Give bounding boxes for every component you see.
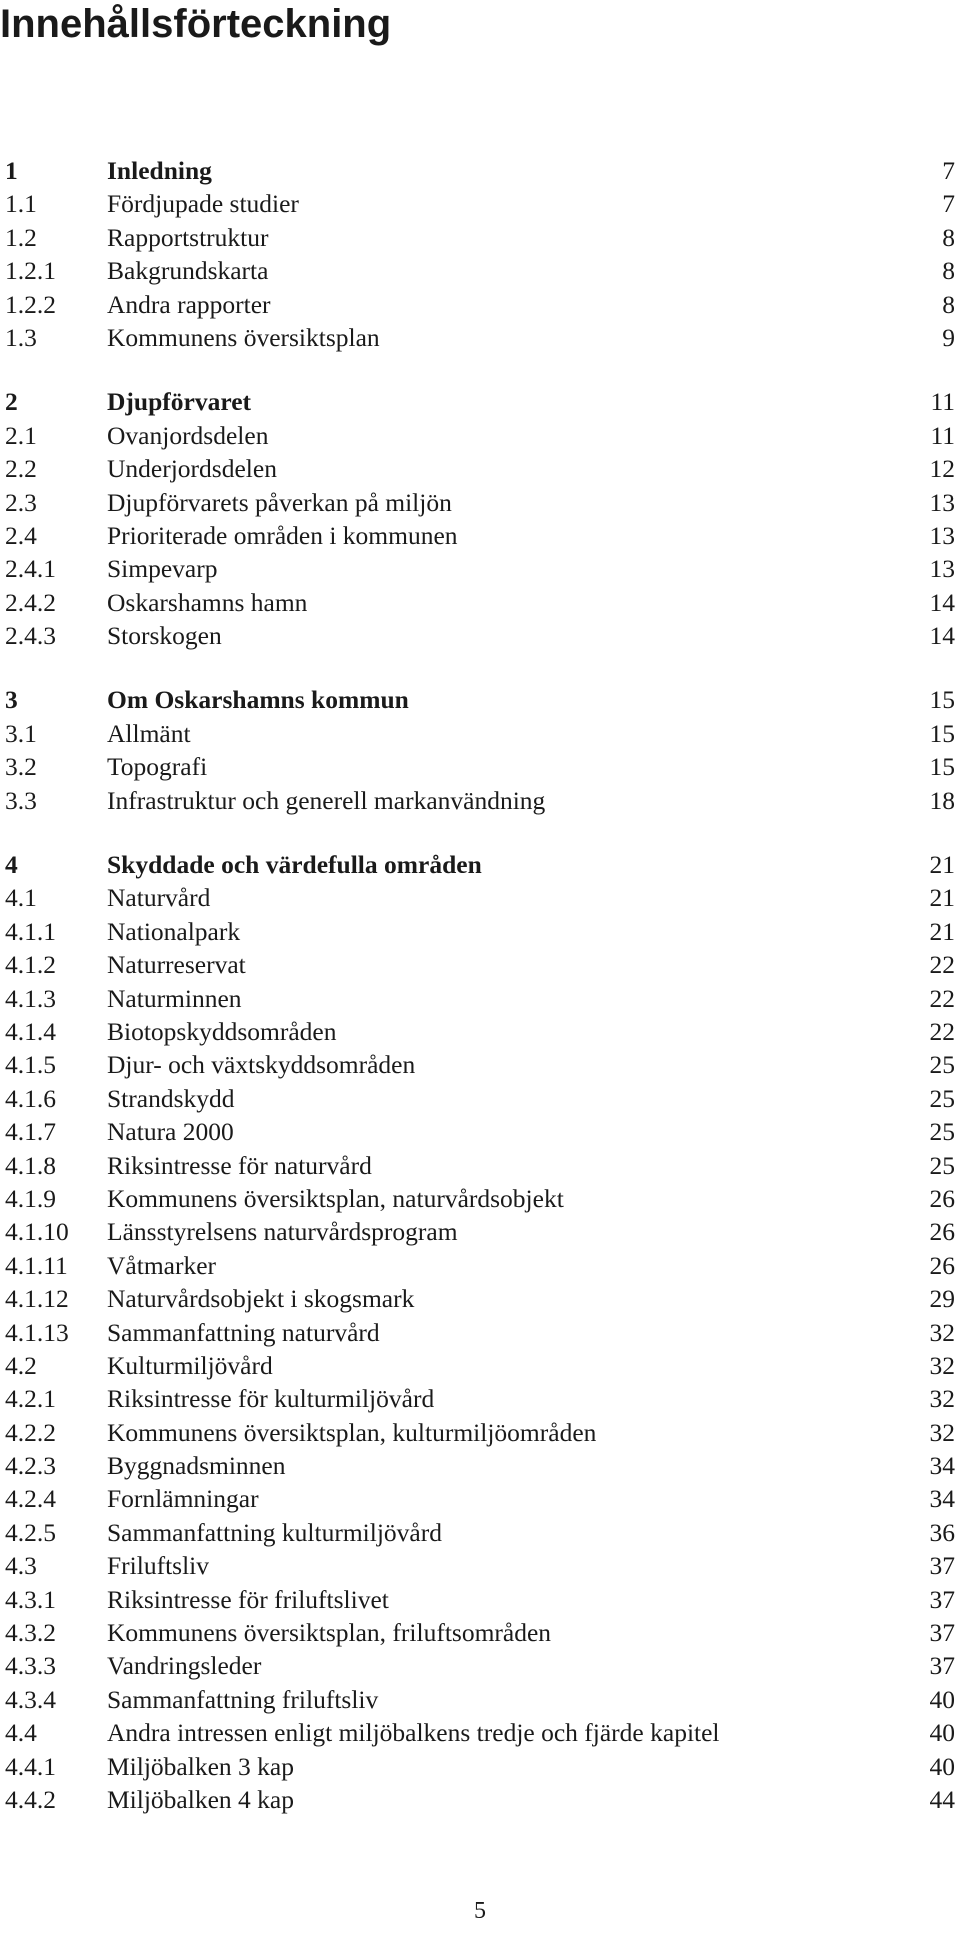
toc-entry-page: 11: [930, 420, 955, 450]
toc-entry-title: Natura 2000: [107, 1117, 234, 1147]
toc-row[interactable]: [5, 1516, 955, 1549]
toc-row[interactable]: [5, 486, 955, 519]
toc-entry-title: Nationalpark: [107, 916, 241, 946]
toc-row[interactable]: [5, 1449, 955, 1482]
toc-row[interactable]: [5, 519, 955, 552]
toc-entry-title: Sammanfattning friluftsliv: [107, 1684, 379, 1714]
toc-row[interactable]: [5, 1783, 955, 1816]
toc-entry-number: 3.2: [5, 752, 37, 782]
toc-entry-page: 15: [929, 685, 955, 715]
toc-entry-number: 4.1.11: [5, 1250, 68, 1280]
toc-entry-page: 32: [929, 1317, 955, 1347]
toc-entry-number: 1.1: [5, 189, 37, 219]
toc-entry-number: 4.1.1: [5, 916, 56, 946]
toc-entry-page: 37: [929, 1551, 955, 1581]
toc-entry-page: 14: [929, 587, 955, 617]
toc-entry-page: 21: [929, 850, 955, 880]
toc-entry-title: Vandringsleder: [107, 1651, 262, 1681]
toc-entry-title: Miljöbalken 3 kap: [107, 1751, 294, 1781]
toc-entry-number: 4.3.2: [5, 1618, 56, 1648]
table-of-contents: [5, 154, 955, 1816]
toc-entry-page: 13: [929, 520, 955, 550]
toc-entry-title: Friluftsliv: [107, 1551, 210, 1581]
toc-entry-page: 22: [929, 950, 955, 980]
toc-entry-page: 29: [929, 1284, 955, 1314]
toc-entry-title: Underjordsdelen: [107, 454, 277, 484]
toc-row[interactable]: [5, 1048, 955, 1081]
toc-entry-page: 32: [929, 1350, 955, 1380]
toc-entry-number: 4.1.6: [5, 1083, 56, 1113]
toc-entry-title: Naturvårdsobjekt i skogsmark: [107, 1284, 415, 1314]
toc-entry-title: Oskarshamns hamn: [107, 587, 308, 617]
toc-row[interactable]: [5, 1115, 955, 1148]
toc-entry-page: 26: [929, 1217, 955, 1247]
toc-entry-page: 8: [942, 222, 955, 252]
toc-entry-title: Kommunens översiktsplan, naturvårdsobjekt: [107, 1183, 564, 1213]
toc-entry-number: 4.2.3: [5, 1451, 56, 1481]
toc-row[interactable]: [5, 1716, 955, 1749]
toc-entry-page: 15: [929, 752, 955, 782]
toc-entry-title: Biotopskyddsområden: [107, 1016, 337, 1046]
toc-row[interactable]: [5, 1349, 955, 1382]
toc-entry-number: 4: [5, 850, 18, 880]
toc-entry-title: Inledning: [107, 156, 212, 185]
toc-entry-number: 1: [5, 156, 18, 185]
toc-entry-number: 4.4.2: [5, 1784, 56, 1814]
toc-entry-title: Sammanfattning naturvård: [107, 1317, 380, 1347]
toc-entry-page: 14: [929, 621, 955, 651]
toc-entry-page: 25: [929, 1050, 955, 1080]
toc-entry-page: 32: [929, 1417, 955, 1447]
toc-entry-number: 2.3: [5, 487, 37, 517]
toc-entry-number: 4.1.13: [5, 1317, 69, 1347]
toc-entry-page: 22: [929, 1016, 955, 1046]
toc-entry-page: 13: [929, 487, 955, 517]
page-title: Innehållsförteckning: [0, 2, 392, 46]
toc-entry-title: Kulturmiljövård: [107, 1350, 273, 1380]
toc-row[interactable]: [5, 1482, 955, 1515]
toc-entry-title: Kommunens översiktsplan, kulturmiljöområden: [107, 1417, 597, 1447]
toc-row[interactable]: [5, 452, 955, 485]
toc-entry-number: 1.3: [5, 322, 37, 352]
toc-entry-title: Skyddade och värdefulla områden: [107, 850, 482, 880]
toc-entry-title: Länsstyrelsens naturvårdsprogram: [107, 1217, 458, 1247]
toc-entry-page: 26: [929, 1250, 955, 1280]
toc-row[interactable]: [5, 1015, 955, 1048]
toc-row[interactable]: [5, 221, 955, 254]
toc-entry-number: 4.3.1: [5, 1584, 56, 1614]
toc-entry-page: 11: [930, 387, 955, 417]
toc-chapter-row[interactable]: [5, 848, 955, 881]
toc-entry-number: 4.3.3: [5, 1651, 56, 1681]
toc-entry-title: Allmänt: [107, 718, 191, 748]
toc-entry-page: 9: [942, 322, 955, 352]
toc-row[interactable]: [5, 1282, 955, 1315]
toc-row[interactable]: [5, 948, 955, 981]
toc-row[interactable]: [5, 1149, 955, 1182]
toc-entry-number: 3.3: [5, 785, 37, 815]
toc-entry-title: Kommunens översiktsplan, friluftsområden: [107, 1618, 552, 1648]
toc-entry-number: 2.4.1: [5, 554, 56, 584]
toc-row[interactable]: [5, 982, 955, 1015]
toc-entry-number: 4.1.3: [5, 983, 56, 1013]
toc-entry-page: 34: [929, 1451, 955, 1481]
toc-entry-page: 36: [929, 1517, 955, 1547]
toc-row[interactable]: [5, 1549, 955, 1582]
toc-entry-page: 37: [929, 1618, 955, 1648]
toc-entry-title: Simpevarp: [107, 554, 218, 584]
toc-entry-page: 26: [929, 1183, 955, 1213]
toc-entry-title: Sammanfattning kulturmiljövård: [107, 1517, 442, 1547]
toc-entry-number: 4.3.4: [5, 1684, 56, 1714]
toc-entry-page: 40: [929, 1684, 955, 1714]
toc-entry-number: 4.4: [5, 1718, 37, 1748]
toc-entry-title: Rapportstruktur: [107, 222, 269, 252]
toc-entry-title: Prioriterade områden i kommunen: [107, 520, 458, 550]
toc-entry-page: 21: [929, 916, 955, 946]
toc-entry-title: Andra rapporter: [107, 289, 271, 319]
toc-row[interactable]: [5, 1249, 955, 1282]
toc-entry-page: 12: [929, 454, 955, 484]
toc-entry-page: 7: [942, 156, 955, 185]
toc-chapter-row[interactable]: [5, 385, 955, 418]
toc-entry-page: 37: [929, 1584, 955, 1614]
toc-entry-title: Miljöbalken 4 kap: [107, 1784, 294, 1814]
toc-entry-number: 4.2.2: [5, 1417, 56, 1447]
toc-entry-page: 13: [929, 554, 955, 584]
toc-entry-number: 2.4: [5, 520, 37, 550]
toc-entry-page: 34: [929, 1484, 955, 1514]
toc-entry-number: 4.1.8: [5, 1150, 56, 1180]
toc-entry-number: 2.1: [5, 420, 37, 450]
toc-entry-title: Djur- och växtskyddsområden: [107, 1050, 416, 1080]
toc-entry-number: 4.1.2: [5, 950, 56, 980]
toc-row[interactable]: [5, 1750, 955, 1783]
toc-entry-number: 1.2.2: [5, 289, 56, 319]
toc-row[interactable]: [5, 288, 955, 321]
toc-row[interactable]: [5, 1215, 955, 1248]
toc-row[interactable]: [5, 254, 955, 287]
toc-entry-page: 40: [929, 1751, 955, 1781]
toc-row[interactable]: [5, 586, 955, 619]
toc-entry-title: Våtmarker: [107, 1250, 217, 1280]
toc-row[interactable]: [5, 717, 955, 750]
toc-row[interactable]: [5, 1182, 955, 1215]
toc-entry-number: 4.1.4: [5, 1016, 56, 1046]
toc-entry-title: Djupförvarets påverkan på miljön: [107, 487, 452, 517]
toc-entry-title: Storskogen: [107, 621, 222, 651]
toc-entry-number: 4.1.7: [5, 1117, 56, 1147]
toc-entry-number: 2.2: [5, 454, 37, 484]
toc-entry-page: 15: [929, 718, 955, 748]
toc-row[interactable]: [5, 419, 955, 452]
toc-entry-number: 4.1.5: [5, 1050, 56, 1080]
toc-row[interactable]: [5, 1382, 955, 1415]
toc-row[interactable]: [5, 552, 955, 585]
toc-entry-title: Fördjupade studier: [107, 189, 299, 219]
toc-entry-number: 2.4.2: [5, 587, 56, 617]
toc-row[interactable]: [5, 1649, 955, 1682]
toc-entry-page: 25: [929, 1150, 955, 1180]
toc-entry-title: Strandskydd: [107, 1083, 235, 1113]
toc-entry-page: 44: [929, 1784, 955, 1814]
toc-entry-title: Topografi: [107, 752, 208, 782]
toc-entry-page: 22: [929, 983, 955, 1013]
toc-row[interactable]: [5, 1683, 955, 1716]
toc-entry-number: 3.1: [5, 718, 37, 748]
page-number: 5: [474, 1898, 486, 1924]
toc-entry-number: 2.4.3: [5, 621, 56, 651]
toc-entry-title: Kommunens översiktsplan: [107, 322, 380, 352]
toc-entry-number: 4.3: [5, 1551, 37, 1581]
toc-entry-title: Infrastruktur och generell markanvändning: [107, 785, 546, 815]
toc-entry-title: Riksintresse för naturvård: [107, 1150, 372, 1180]
toc-entry-number: 3: [5, 685, 18, 715]
toc-entry-page: 7: [942, 189, 955, 219]
toc-entry-number: 4.2.5: [5, 1517, 56, 1547]
toc-entry-title: Riksintresse för kulturmiljövård: [107, 1384, 435, 1414]
toc-row[interactable]: [5, 784, 955, 817]
toc-row[interactable]: [5, 187, 955, 220]
toc-entry-page: 25: [929, 1117, 955, 1147]
toc-row[interactable]: [5, 1416, 955, 1449]
toc-entry-number: 4.4.1: [5, 1751, 56, 1781]
toc-entry-page: 21: [929, 883, 955, 913]
toc-entry-title: Naturminnen: [107, 983, 242, 1013]
toc-entry-page: 40: [929, 1718, 955, 1748]
toc-entry-title: Byggnadsminnen: [107, 1451, 286, 1481]
toc-entry-page: 8: [942, 256, 955, 286]
toc-entry-page: 18: [929, 785, 955, 815]
toc-entry-page: 8: [942, 289, 955, 319]
toc-entry-title: Fornlämningar: [107, 1484, 259, 1514]
toc-row[interactable]: [5, 750, 955, 783]
toc-row[interactable]: [5, 321, 955, 354]
toc-entry-title: Bakgrundskarta: [107, 256, 269, 286]
toc-chapter-row[interactable]: [5, 683, 955, 716]
toc-entry-page: 25: [929, 1083, 955, 1113]
toc-entry-title: Naturreservat: [107, 950, 246, 980]
toc-row[interactable]: [5, 1082, 955, 1115]
toc-entry-number: 1.2.1: [5, 256, 56, 286]
toc-entry-number: 2: [5, 387, 18, 417]
toc-entry-title: Om Oskarshamns kommun: [107, 685, 409, 715]
toc-row[interactable]: [5, 619, 955, 652]
toc-row[interactable]: [5, 1316, 955, 1349]
toc-entry-page: 37: [929, 1651, 955, 1681]
toc-entry-number: 4.2: [5, 1350, 37, 1380]
toc-entry-number: 4.2.4: [5, 1484, 56, 1514]
toc-entry-number: 4.1.12: [5, 1284, 69, 1314]
toc-entry-page: 32: [929, 1384, 955, 1414]
toc-entry-title: Ovanjordsdelen: [107, 420, 269, 450]
toc-row[interactable]: [5, 881, 955, 914]
toc-entry-number: 1.2: [5, 222, 37, 252]
toc-entry-number: 4.2.1: [5, 1384, 56, 1414]
toc-entry-title: Djupförvaret: [107, 387, 251, 417]
toc-entry-title: Andra intressen enligt miljöbalkens tredje och fjärde kapitel: [107, 1718, 720, 1748]
toc-entry-title: Riksintresse för friluftslivet: [107, 1584, 389, 1614]
toc-row[interactable]: [5, 1616, 955, 1649]
toc-entry-number: 4.1: [5, 883, 37, 913]
toc-chapter-row[interactable]: [5, 154, 955, 187]
toc-entry-title: Naturvård: [107, 883, 211, 913]
toc-row[interactable]: [5, 1583, 955, 1616]
toc-entry-number: 4.1.10: [5, 1217, 69, 1247]
toc-entry-number: 4.1.9: [5, 1183, 56, 1213]
toc-row[interactable]: [5, 915, 955, 948]
